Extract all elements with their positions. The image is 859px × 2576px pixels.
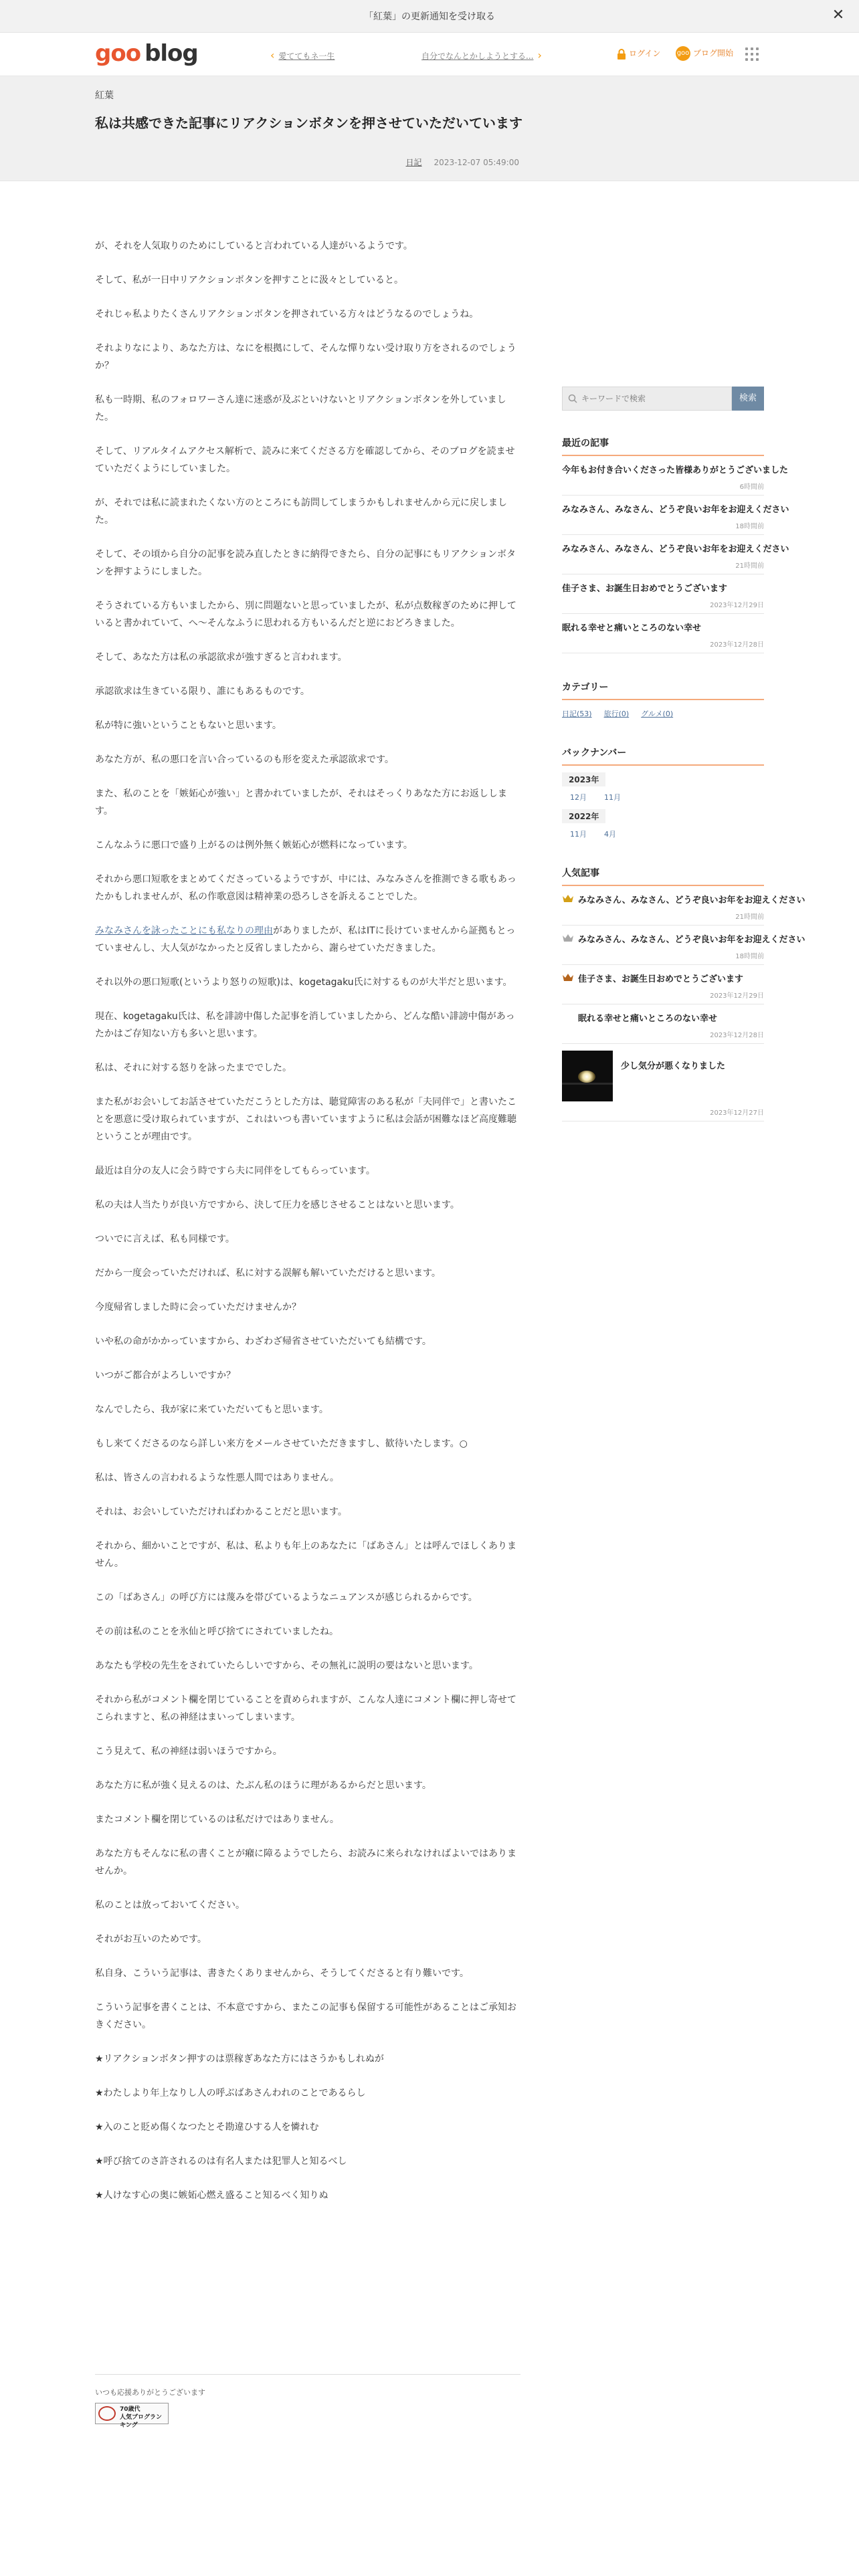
blog-name[interactable]: 紅葉: [95, 90, 114, 101]
support-thanks-text: いつも応援ありがとうございます: [95, 2388, 205, 2397]
article-paragraph: またコメント欄を閉じているのは私だけではありません。: [95, 1814, 339, 1825]
article-paragraph: ついでに言えば、私も同様です。: [95, 1234, 235, 1245]
post-header: [0, 76, 859, 181]
recent-post-item: [562, 574, 764, 614]
login-link[interactable]: [617, 47, 660, 60]
article-paragraph: そして、その頃から自分の記事を読み直したときに納得できたら、自分の記事にもリアクションボタンを押すようにしました。: [95, 549, 516, 577]
article-paragraph: 私自身、こういう記事は、書きたくありませんから、そうしてくださると有り難いです。: [95, 1968, 469, 1979]
article-paragraph: もし来てくださるのなら詳しい来方をメールさせていただきますし、歓待いたします。○: [95, 1438, 468, 1449]
article-paragraph: その前は私のことを氷仙と呼び捨てにされていましたね。: [95, 1626, 339, 1637]
horizon-line: [562, 1083, 613, 1085]
start-blog-link[interactable]: [676, 46, 733, 61]
recent-post-date: 6時間前: [739, 484, 764, 491]
goo-badge-icon: goo: [676, 46, 690, 61]
popular-post-date: 18時間前: [735, 953, 764, 960]
search-form: [562, 387, 764, 411]
recent-post-link[interactable]: 眠れる幸せと痛いところのない幸せ: [562, 623, 702, 633]
article-paragraph: こんなふうに悪口で盛り上がるのは例外無く嫉妬心が燃料になっています。: [95, 840, 413, 851]
article-inline-link[interactable]: みなみさんを詠ったことにも私なりの理由: [95, 926, 273, 936]
article-paragraph: ★リアクションボタン押すのは票稼ぎあなた方にはさうかもしれぬが: [95, 2054, 384, 2064]
article-paragraph: 今度帰省しました時に会っていただけませんか？: [95, 1302, 301, 1313]
article-paragraph: あなた方もそんなに私の書くことが癪に障るようでしたら、お読みに来られなければよいではありませんか。: [95, 1848, 516, 1876]
categories-widget: [562, 680, 764, 719]
backnumber-months: [562, 786, 764, 802]
next-post-title: 自分でなんとかしようとする...: [421, 51, 534, 61]
start-blog-label: ブログ開始: [693, 48, 734, 58]
article-paragraph: 私の夫は人当たりが良い方ですから、決して圧力を感じさせることはないと思います。: [95, 1200, 460, 1210]
article-paragraph: それがお互いのためです。: [95, 1934, 207, 1945]
article-paragraph: ★呼び捨てのさ許されるのは有名人または犯罪人と知るべし: [95, 2156, 347, 2167]
article-paragraph: こう見えて、私の神経は弱いほうですから。: [95, 1746, 282, 1757]
popular-post-item: [562, 926, 805, 965]
article-paragraph: 承認欲求は生きている限り、誰にもあるものです。: [95, 686, 310, 697]
search-icon: [568, 394, 577, 403]
popular-post-item: [562, 965, 764, 1004]
logo-goo-text: goo: [95, 40, 141, 67]
popular-post-link[interactable]: みなみさん、みなさん、どうぞ良いお年をお迎えください: [578, 935, 805, 945]
recent-post-link[interactable]: みなみさん、みなさん、どうぞ良いお年をお迎えください: [562, 544, 789, 554]
article-paragraph: そして、あなた方は私の承認欲求が強すぎると言われます。: [95, 652, 347, 663]
prev-post-title: 愛ててもネ一生: [278, 51, 335, 61]
post-category-link[interactable]: 日記: [405, 158, 422, 167]
popular-post-link[interactable]: 佳子さま、お誕生日おめでとうございます: [578, 974, 744, 984]
close-icon[interactable]: ✕: [832, 7, 845, 23]
popular-post-date: 2023年12月29日: [710, 992, 764, 1000]
article-paragraph: 私が特に強いということもないと思います。: [95, 720, 282, 731]
article-paragraph: 私のことは放っておいてください。: [95, 1900, 245, 1911]
article-paragraph: いつがご都合がよろしいですか？: [95, 1370, 235, 1381]
article-paragraph: それは、お会いしていただければわかることだと思います。: [95, 1507, 347, 1517]
notification-subscribe-link[interactable]: 「紅葉」の更新通知を受け取る: [364, 11, 495, 22]
article-paragraph: が、それを人気取りのためにしていると言われている人達がいるようです。: [95, 241, 413, 251]
article-paragraph: 私は、皆さんの言われるような性悪人間ではありません。: [95, 1473, 339, 1483]
article-footer: [95, 2374, 520, 2429]
article-paragraph: 現在、kogetagaku氏は、私を誹謗中傷した記事を消していましたから、どんな酷い誹謗中傷があったかはご存知ない方も多いと思います。: [95, 1011, 515, 1039]
article-paragraph: あなた方に私が強く見えるのは、たぶん私のほうに理があるからだと思います。: [95, 1780, 432, 1791]
backnumber-month-link[interactable]: 11月: [570, 830, 587, 839]
article-paragraph: この「ばあさん」の呼び方には蔑みを帯びているようなニュアンスが感じられるからです。: [95, 1592, 478, 1603]
goo-blog-logo[interactable]: [95, 42, 198, 65]
recent-post-date: 18時間前: [735, 523, 764, 530]
article-paragraph: ★人けなす心の奥に嫉妬心燃え盛ること知るべく知りぬ: [95, 2190, 328, 2201]
next-post-link[interactable]: [421, 49, 542, 62]
post-title: 私は共感できた記事にリアクションボタンを押させていただいています: [95, 115, 522, 131]
article-paragraph: それから私がコメント欄を閉じていることを責められますが、こんな人達にコメント欄に押し寄せてこられますと、私の神経はまいってしまいます。: [95, 1695, 516, 1723]
login-label: ログイン: [629, 49, 661, 58]
recent-post-date: 21時間前: [735, 562, 764, 570]
article-paragraph: 最近は自分の友人に会う時ですら夫に同伴をしてもらっています。: [95, 1166, 375, 1176]
category-link[interactable]: 日記(53): [562, 710, 592, 718]
backnumber-month-link[interactable]: 4月: [604, 830, 616, 839]
article-paragraph: 私も一時期、私のフォロワーさん達に迷惑が及ぶといけないとリアクションボタンを外していました。: [95, 395, 506, 423]
article-paragraph: それじゃ私よりたくさんリアクションボタンを押されている方々はどうなるのでしょうね。: [95, 309, 479, 320]
article-paragraph: また、私のことを「嫉妬心が強い」と書かれていましたが、それはそっくりあなた方にお返しします。: [95, 788, 507, 817]
recent-post-link[interactable]: みなみさん、みなさん、どうぞ良いお年をお迎えください: [562, 505, 789, 515]
article-paragraph: あなたも学校の先生をされていたらしいですから、その無礼に説明の要はないと思います。: [95, 1660, 478, 1671]
article-paragraph: 私は、それに対する怒りを詠ったまででした。: [95, 1063, 292, 1073]
article-paragraph: そして、リアルタイムアクセス解析で、読みに来てくださる方を確認してから、そのブログを読ませていただくようにしていました。: [95, 446, 515, 474]
lock-icon: [617, 49, 626, 60]
backnumber-year[interactable]: 2023年: [562, 772, 605, 786]
search-box: [562, 387, 732, 411]
popular-post-thumbnail[interactable]: [562, 1051, 613, 1101]
recent-post-item: [562, 535, 789, 574]
popular-posts-title: 人気記事: [562, 866, 764, 886]
chevron-right-icon: ›: [537, 49, 542, 62]
backnumber-month-link[interactable]: 11月: [604, 793, 621, 802]
sun-glow: [578, 1071, 595, 1083]
article-paragraph: あなた方が、私の悪口を言い合っているのも形を変えた承認欲求です。: [95, 754, 394, 765]
rank-crown-icon: [562, 893, 574, 903]
popular-post-item: [562, 886, 805, 926]
article-paragraph: なんでしたら、我が家に来ていただいてもと思います。: [95, 1404, 328, 1415]
recent-post-date: 2023年12月28日: [710, 641, 764, 649]
category-link[interactable]: グルメ(0): [641, 710, 674, 718]
rank-crown-icon: [562, 933, 574, 942]
popular-posts-widget: [562, 866, 805, 1121]
article-paragraph: それから悪口短歌をまとめてくださっているようですが、中には、みなみさんを推測できる歌もあったかもしれませんが、私の作歌意図は精神業の恐ろしさを訴えることでした。: [95, 874, 516, 902]
article-paragraph: [95, 922, 520, 957]
backnumber-month-link[interactable]: 12月: [570, 793, 587, 802]
app-grid-icon[interactable]: [745, 47, 759, 61]
popular-post-row: [562, 1051, 764, 1101]
article-paragraph-text: がありましたが、私はITに長けていませんから証拠もとっていませんし、大人気がなかったと反省しましたから、謝らせていただきました。: [95, 926, 516, 954]
recent-post-item: [562, 456, 789, 496]
article-body: [95, 237, 520, 2221]
popular-post-link[interactable]: 少し気分が悪くなりました: [621, 1061, 726, 1071]
ranking-banner[interactable]: [95, 2403, 169, 2429]
article-paragraph: いや私の命がかかっていますから、わざわざ帰省させていただいても結構です。: [95, 1336, 432, 1347]
article-paragraph: ★わたしより年上なりし人の呼ぶばあさんわれのことであるらし: [95, 2088, 366, 2099]
post-meta: [406, 156, 519, 168]
article-paragraph: また私がお会いしてお話させていただこうとした方は、聴覚障害のある私が「夫同伴で」と書いたことを悪意に受け取られていますが、これはいつも書いていますように私は会話が困難なほど高度難聴ということが理由です。: [95, 1097, 516, 1142]
backnumber-year[interactable]: 2022年: [562, 809, 605, 823]
article-paragraph: それ以外の悪口短歌(というより怒りの短歌)は、kogetagaku氏に対するものが大半だと思います。: [95, 977, 512, 988]
recent-posts-widget: [562, 436, 789, 653]
article-paragraph: それよりなにより、あなた方は、なにを根拠にして、そんな憚りない受け取り方をされるのでしょうか？: [95, 343, 516, 371]
site-header: [0, 33, 859, 76]
category-link[interactable]: 旅行(0): [603, 710, 630, 718]
popular-post-item: [562, 1044, 764, 1121]
popular-post-link[interactable]: 眠れる幸せと痛いところのない幸せ: [578, 1014, 718, 1024]
article-paragraph: そして、私が一日中リアクションボタンを押すことに汲々としていると。: [95, 275, 404, 286]
recent-post-link[interactable]: 佳子さま、お誕生日おめでとうございます: [562, 584, 728, 594]
article-paragraph: こういう記事を書くことは、不本意ですから、またこの記事も保留する可能性があることはご承知おきください。: [95, 2002, 516, 2030]
categories-title: カテゴリー: [562, 680, 764, 700]
article-paragraph: だから一度会っていただければ、私に対する誤解も解いていただけると思います。: [95, 1268, 441, 1279]
notification-bar: [0, 0, 859, 33]
prev-post-link[interactable]: [270, 49, 335, 62]
popular-post-date: 2023年12月27日: [710, 1109, 764, 1117]
rank-crown-icon: [562, 972, 574, 982]
logo-blog-text: blog: [145, 40, 198, 67]
article-paragraph: そうされている方もいましたから、別に問題ないと思っていましたが、私が点数稼ぎのために押していると書かれていて、へ～そんなふうに思われる方もいるんだと逆におどろきました。: [95, 601, 516, 629]
search-input[interactable]: [563, 387, 715, 410]
search-button[interactable]: 検索: [732, 387, 764, 411]
backnumber-widget: [562, 746, 764, 839]
popular-post-link[interactable]: みなみさん、みなさん、どうぞ良いお年をお迎えください: [578, 895, 805, 905]
recent-post-item: [562, 496, 789, 535]
recent-post-date: 2023年12月29日: [710, 602, 764, 609]
chevron-left-icon: ‹: [270, 49, 275, 62]
post-datetime: 2023-12-07 05:49:00: [434, 158, 519, 167]
recent-post-item: [562, 614, 764, 653]
popular-post-date: 21時間前: [735, 914, 764, 921]
article-paragraph: が、それでは私に読まれたくない方のところにも訪問してしまうかもしれませんから元に戻しました。: [95, 498, 507, 526]
popular-post-item: [562, 1004, 764, 1044]
sidebar: [562, 387, 805, 1121]
ranking-banner-text: 70歳代 人気ブログランキング: [120, 2406, 163, 2429]
recent-post-link[interactable]: 今年もお付き合いくださった皆様ありがとうございました: [562, 465, 789, 475]
article-paragraph: ★入のこと貶め傷くなつたとそ勘違ひする人を憐れむ: [95, 2122, 319, 2133]
ranking-logo-icon: [98, 2406, 116, 2421]
backnumber-months: [562, 823, 764, 839]
article-paragraph: それから、細かいことですが、私は、私よりも年上のあなたに「ばあさん」とは呼んでほしくありません。: [95, 1541, 516, 1569]
backnumber-title: バックナンバー: [562, 746, 764, 766]
popular-post-date: 2023年12月28日: [710, 1032, 764, 1039]
recent-posts-title: 最近の記事: [562, 436, 764, 456]
